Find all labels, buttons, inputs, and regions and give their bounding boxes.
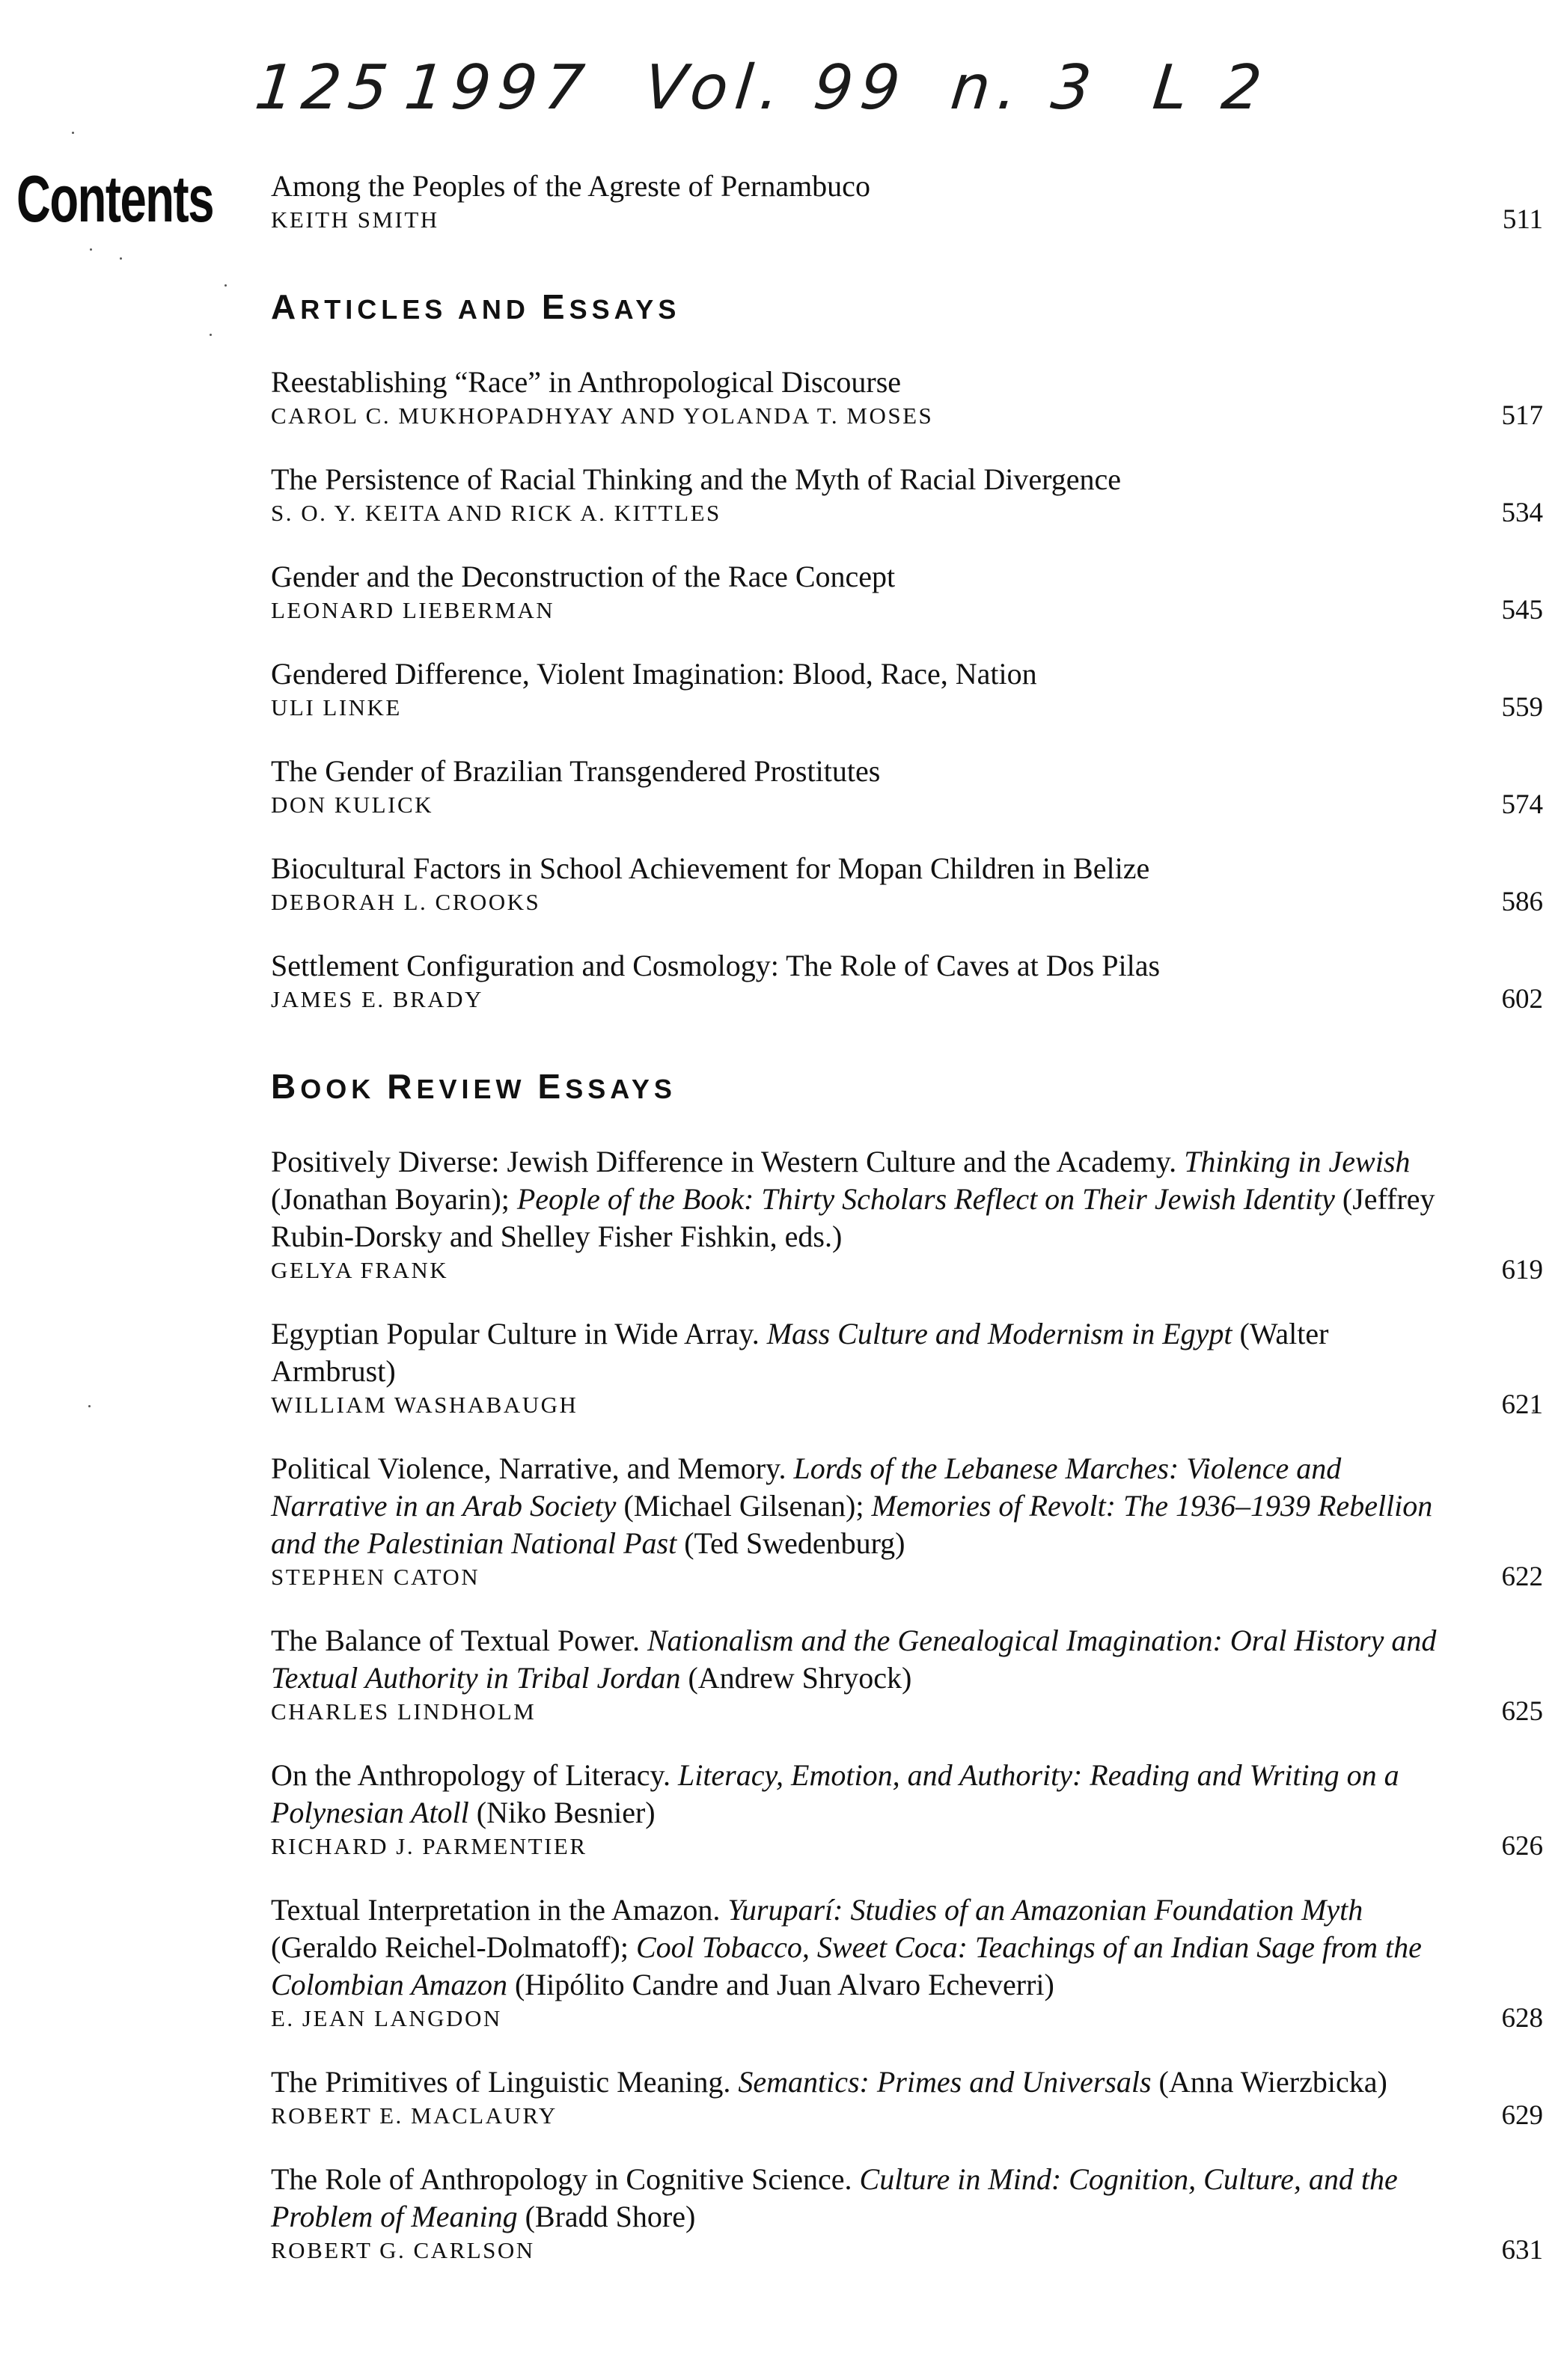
- entry-page-number: 574: [1501, 789, 1543, 820]
- book-reviews-list: [271, 1143, 1543, 2266]
- entry-authors: DON KULICK: [271, 792, 434, 818]
- toc-entry[interactable]: [271, 753, 1543, 820]
- section-heading-articles: ARTICLES AND ESSAYS: [271, 287, 681, 326]
- review-title-text: The Primitives of Linguistic Meaning.: [271, 2065, 739, 2099]
- toc-entry[interactable]: [271, 655, 1543, 723]
- entry-authors: LEONARD LIEBERMAN: [271, 597, 555, 623]
- toc-entry[interactable]: [271, 1315, 1543, 1420]
- entry-title: [271, 2064, 1543, 2101]
- toc-entry[interactable]: [271, 558, 1543, 625]
- review-title-text: The Balance of Textual Power.: [271, 1624, 647, 1657]
- entry-page-number: 511: [1502, 204, 1543, 235]
- entry-title: The Persistence of Racial Thinking and the Myth of Racial Divergence: [271, 462, 1121, 496]
- toc-entry[interactable]: [271, 1891, 1543, 2034]
- entry-authors: S. O. Y. KEITA AND RICK A. KITTLES: [271, 500, 721, 526]
- reviewed-book-title: Mass Culture and Modernism in Egypt: [766, 1317, 1232, 1350]
- entry-page-number: 621: [1501, 1389, 1543, 1420]
- entry-title: Settlement Configuration and Cosmology: The Role of Caves at Dos Pilas: [271, 949, 1161, 982]
- entry-page-number: 559: [1501, 692, 1543, 723]
- scan-speck: [120, 257, 122, 260]
- entry-authors: CHARLES LINDHOLM: [271, 1698, 537, 1725]
- entry-authors: DEBORAH L. CROOKS: [271, 889, 541, 915]
- review-title-text: (Jeffrey Rubin-Dorsky and Shelley Fisher Fishkin, eds.): [271, 1182, 1435, 1253]
- handwritten-code: 125: [251, 52, 399, 123]
- review-title-text: (Michael Gilsenan);: [616, 1489, 872, 1523]
- review-title-text: (Ted Swedenburg): [676, 1526, 905, 1560]
- entry-page-number: 626: [1501, 1831, 1543, 1862]
- review-title-text: (Anna Wierzbicka): [1151, 2065, 1387, 2099]
- entry-authors: JAMES E. BRADY: [271, 986, 483, 1012]
- handwritten-number: n. 3: [947, 52, 1102, 123]
- review-title-text: (Walter Armbrust): [271, 1317, 1329, 1388]
- handwritten-annotation: [250, 52, 1382, 142]
- entry-page-number: 602: [1501, 984, 1543, 1015]
- entry-title: Gendered Difference, Violent Imagination: Blood, Race, Nation: [271, 657, 1037, 691]
- entry-authors: STEPHEN CATON: [271, 1564, 480, 1590]
- toc-entry[interactable]: [271, 461, 1543, 528]
- toc-entry[interactable]: [271, 168, 1543, 235]
- reviewed-book-title: Memories of Revolt: The 1936–1939 Rebellion and the Palestinian National Past: [271, 1489, 1433, 1560]
- review-title-text: Political Violence, Narrative, and Memory.: [271, 1451, 794, 1485]
- entry-authors: E. JEAN LANGDON: [271, 2005, 502, 2031]
- entry-title: Reestablishing “Race” in Anthropological Discourse: [271, 365, 902, 399]
- scan-speck: [90, 248, 92, 251]
- entry-page-number: 517: [1501, 400, 1543, 431]
- toc-entry[interactable]: [271, 1757, 1543, 1862]
- entry-authors: KEITH SMITH: [271, 207, 439, 233]
- review-title-text: Textual Interpretation in the Amazon.: [271, 1893, 728, 1927]
- toc-entry[interactable]: [271, 1450, 1543, 1592]
- articles-list: [271, 364, 1543, 1015]
- entry-title: Among the Peoples of the Agreste of Pernambuco: [271, 169, 870, 203]
- handwritten-location: L 2: [1149, 52, 1273, 123]
- entry-authors: ROBERT G. CARLSON: [271, 2237, 535, 2263]
- review-title-text: (Jonathan Boyarin);: [271, 1182, 517, 1216]
- reviewed-book-title: Lords of the Lebanese Marches: Violence and Narrative in an Arab Society: [271, 1451, 1342, 1523]
- entry-page-number: 628: [1501, 2003, 1543, 2034]
- entry-title: [271, 1757, 1543, 1832]
- toc-entry[interactable]: [271, 947, 1543, 1015]
- toc-entry[interactable]: [271, 1143, 1543, 1285]
- entry-authors: RICHARD J. PARMENTIER: [271, 1833, 587, 1859]
- scan-speck: [210, 334, 212, 336]
- entry-title: Biocultural Factors in School Achievement for Mopan Children in Belize: [271, 851, 1150, 885]
- handwritten-year: 1997: [401, 52, 595, 123]
- entry-title: [271, 1891, 1543, 2004]
- entry-authors: WILLIAM WASHABAUGH: [271, 1392, 578, 1418]
- review-title-text: Egyptian Popular Culture in Wide Array.: [271, 1317, 767, 1350]
- reviewed-book-title: Semantics: Primes and Universals: [738, 2065, 1152, 2099]
- scan-speck: [224, 284, 227, 287]
- review-title-text: (Geraldo Reichel-Dolmatoff);: [271, 1930, 636, 1964]
- scan-speck: [72, 132, 74, 134]
- section-heading-book-reviews: BOOK REVIEW ESSAYS: [271, 1067, 676, 1106]
- entry-page-number: 625: [1501, 1696, 1543, 1727]
- entry-title: The Gender of Brazilian Transgendered Prostitutes: [271, 754, 881, 788]
- contents-label: Contents: [16, 162, 214, 236]
- reviewed-book-title: Nationalism and the Genealogical Imagination: Oral History and Textual Authority in Tribal Jordan: [271, 1624, 1437, 1695]
- entry-title: [271, 2161, 1543, 2236]
- scan-speck: [88, 1405, 91, 1407]
- reviewed-book-title: Thinking in Jewish: [1184, 1145, 1411, 1178]
- entry-page-number: 631: [1501, 2235, 1543, 2266]
- review-title-text: Positively Diverse: Jewish Difference in Western Culture and the Academy.: [271, 1145, 1185, 1178]
- entry-title: [271, 1315, 1543, 1390]
- entry-page-number: 622: [1501, 1561, 1543, 1592]
- entry-authors: ROBERT E. MACLAURY: [271, 2102, 558, 2129]
- entry-title: [271, 1450, 1543, 1562]
- reviewed-book-title: Cool Tobacco, Sweet Coca: Teachings of an Indian Sage from the Colombian Amazon: [271, 1930, 1422, 2001]
- entry-authors: CAROL C. MUKHOPADHYAY AND YOLANDA T. MOSES: [271, 403, 934, 429]
- entry-page-number: 619: [1501, 1255, 1543, 1285]
- toc-entry[interactable]: [271, 2064, 1543, 2131]
- toc-entry[interactable]: [271, 364, 1543, 431]
- entry-page-number: 586: [1501, 887, 1543, 917]
- reviewed-book-title: Literacy, Emotion, and Authority: Reading and Writing on a Polynesian Atoll: [271, 1758, 1399, 1829]
- review-title-text: (Andrew Shryock): [680, 1661, 912, 1695]
- review-title-text: (Bradd Shore): [517, 2200, 696, 2233]
- reviewed-book-title: People of the Book: Thirty Scholars Reflect on Their Jewish Identity: [516, 1182, 1335, 1216]
- review-title-text: The Role of Anthropology in Cognitive Science.: [271, 2162, 860, 2196]
- toc-entry[interactable]: [271, 1622, 1543, 1727]
- entry-page-number: 629: [1501, 2100, 1543, 2131]
- handwritten-volume: Vol. 99: [641, 52, 911, 123]
- toc-entry[interactable]: [271, 2161, 1543, 2266]
- review-title-text: (Niko Besnier): [468, 1796, 656, 1829]
- entry-authors: GELYA FRANK: [271, 1257, 449, 1283]
- toc-entry[interactable]: [271, 850, 1543, 917]
- reviewed-book-title: Yuruparí: Studies of an Amazonian Foundation Myth: [727, 1893, 1363, 1927]
- table-of-contents: [271, 168, 1543, 2295]
- entry-title: [271, 1143, 1543, 1255]
- review-title-text: (Hipólito Candre and Juan Alvaro Echeverri): [507, 1968, 1054, 2001]
- entry-title: Gender and the Deconstruction of the Race Concept: [271, 560, 896, 593]
- review-title-text: On the Anthropology of Literacy.: [271, 1758, 678, 1792]
- reviewed-book-title: Culture in Mind: Cognition, Culture, and the Problem of Meaning: [271, 2162, 1398, 2233]
- entry-page-number: 534: [1501, 498, 1543, 528]
- entry-title: [271, 1622, 1543, 1697]
- entry-authors: ULI LINKE: [271, 694, 402, 721]
- entry-page-number: 545: [1501, 595, 1543, 625]
